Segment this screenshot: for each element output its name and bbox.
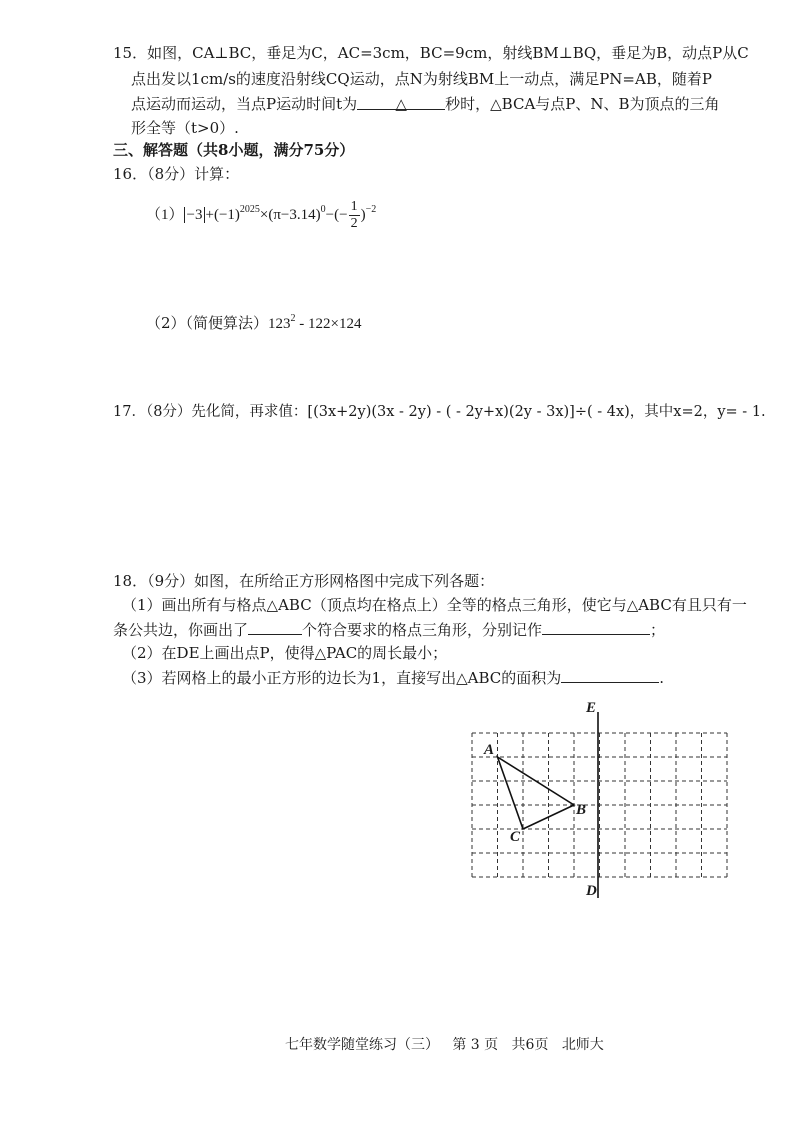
- section3-heading: 三、解答题（共8小题，满分75分）: [113, 141, 355, 159]
- q16-p1-times: ×(π−3.14): [259, 207, 321, 223]
- q15-blank-mark: △: [395, 95, 407, 113]
- label-B: B: [576, 802, 587, 818]
- q16-p1-close: ): [360, 207, 366, 223]
- q16-p1-denominator: 2: [350, 216, 358, 232]
- q16-p1-label: （1）: [146, 207, 184, 223]
- q16-p2-exp: 2: [290, 313, 296, 324]
- q16-p1-numerator: 1: [350, 199, 358, 215]
- q18-l4-start: （3）若网格上的最小正方形的边长为1，直接写出△ABC的面积为: [122, 669, 562, 687]
- triangle-ABC: [498, 757, 575, 829]
- q18-l4-end: .: [659, 669, 665, 687]
- label-A: A: [484, 742, 495, 758]
- q16-p1-exp2: −2: [365, 204, 377, 215]
- footer-edition: 北师大: [561, 1037, 604, 1053]
- q16-header: 16．（8分）计算：: [113, 165, 240, 183]
- footer-title: 七年数学随堂练习（三）: [285, 1037, 439, 1053]
- q18-part1-line1: （1）画出所有与格点△ABC（顶点均在格点上）全等的格点三角形，使它与△ABC有且只有一: [122, 596, 747, 614]
- q15-line3-end: 秒时，△BCA与点P、N、B为顶点的三角: [445, 95, 720, 113]
- label-E: E: [586, 700, 597, 716]
- q16-p2-rest: - 122×124: [295, 316, 362, 332]
- q18-l2-end: ；: [650, 621, 666, 639]
- q16-p1-abs: −3: [184, 207, 206, 223]
- q18-l2-start: 条公共边，你画出了: [113, 621, 249, 639]
- q16-p2-label: （2）（简便算法）: [146, 314, 269, 332]
- q15-line3-start: 点运动而运动，当点P运动时间t为: [131, 95, 358, 113]
- footer: [285, 1034, 604, 1054]
- q15-line1: 15．如图，CA⊥BC，垂足为C，AC=3cm，BC=9cm，射线BM⊥BQ，垂足为B，动点P从C: [113, 44, 749, 62]
- q18-header: 18．（9分）如图，在所给正方形网格图中完成下列各题：: [113, 572, 495, 590]
- q16-p1-exp0: 0: [320, 204, 326, 215]
- label-D: D: [586, 883, 597, 899]
- q17-text: 17．（8分）先化简，再求值：[(3x+2y)(3x - 2y) - ( - 2y+x)(2y - 3x)]÷( - 4x)，其中x=2，y= - 1.: [113, 404, 766, 420]
- q16-p1-exp1: 2025: [239, 204, 260, 215]
- q18-part2: （2）在DE上画出点P，使得△PAC的周长最小；: [122, 644, 448, 662]
- footer-page: 第 3 页: [452, 1037, 499, 1053]
- q18-l2-mid: 个符合要求的格点三角形，分别记作: [302, 621, 543, 639]
- q15-line4: 形全等（t>0）.: [131, 119, 239, 137]
- q16-p1-minus: −(−: [325, 207, 348, 223]
- q16-p1-plus: +(−1): [205, 207, 240, 223]
- q15-line2: 点出发以1cm/s的速度沿射线CQ运动，点N为射线BM上一动点，满足PN=AB，随着P: [131, 70, 712, 88]
- label-C: C: [510, 829, 521, 845]
- footer-total: 共6页: [511, 1037, 549, 1053]
- q16-p2-base: 123: [268, 316, 291, 332]
- grid-lines: [472, 733, 727, 877]
